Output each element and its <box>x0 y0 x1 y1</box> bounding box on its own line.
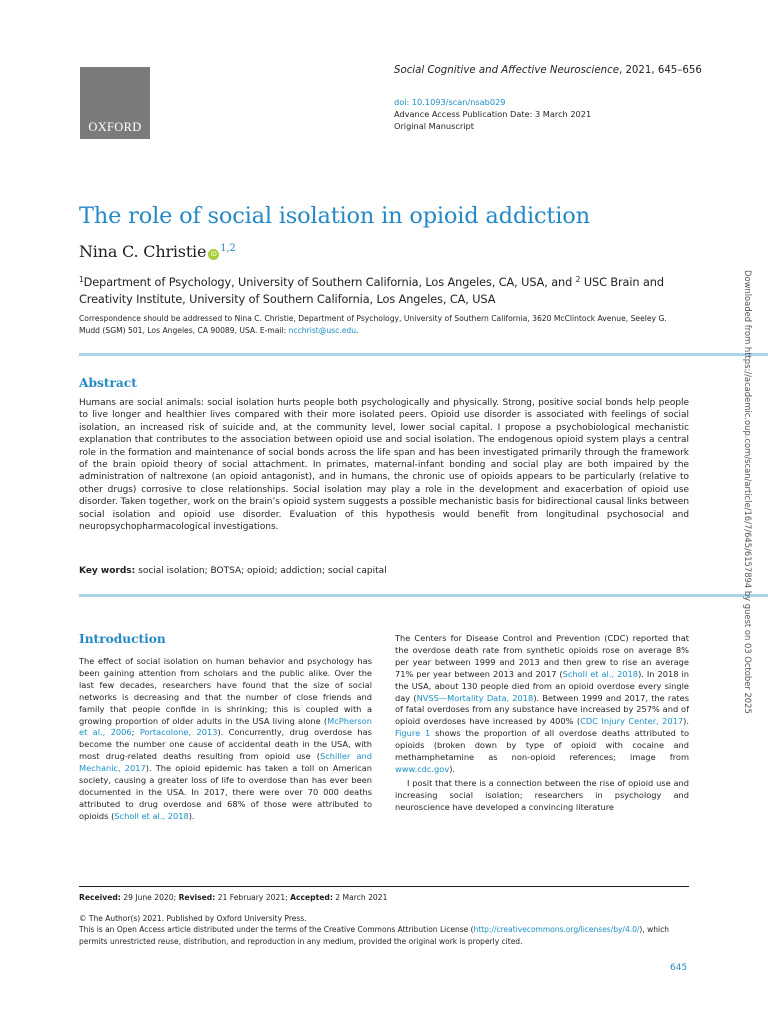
license-block <box>79 913 699 947</box>
affil-mark-2: 2 <box>575 275 581 284</box>
text-run: shows the proportion of all overdose deaths attributed to opioids (broken down by type of opioid with cocaine and methamphetamine as non-opioid references; image from <box>395 728 690 763</box>
text-run: ). In 2018 in the USA, about 130 people died from an opioid overdose every single day ( <box>395 668 689 703</box>
text-run: ), which permits unrestricted reuse, distribution, and reproduction in any medium, provided the original work is properly cited. <box>79 925 669 946</box>
citation-link[interactable]: NVSS—Mortality Data, 2018 <box>416 692 534 703</box>
doi-link[interactable]: doi: 10.1093/scan/nsab029 <box>394 97 506 107</box>
correspondence <box>79 313 689 337</box>
accepted-label: Accepted: <box>290 893 333 902</box>
text-run: ). <box>188 810 195 821</box>
revised-label: Revised: <box>178 893 216 902</box>
journal-year-pages: , 2021, 645–656 <box>618 65 702 76</box>
correspondence-text: Correspondence should be addressed to Nina C. Christie, Department of Psychology, University of Southern California, 3620 McClintock Avenue, Seeley G. Mudd (SGM) 501, Los Angeles, CA 90089, USA. E-mail: <box>79 314 667 336</box>
abstract-heading: Abstract <box>79 376 137 390</box>
author-line <box>79 242 236 261</box>
citation-link[interactable]: Portacolone, 2013 <box>139 727 218 738</box>
text-run: ). <box>449 763 456 774</box>
affiliation-2: USC Brain and Creativity Institute, University of Southern California, Los Angeles, CA, USA <box>79 276 664 306</box>
introduction-heading: Introduction <box>79 632 166 646</box>
orcid-icon[interactable]: iD <box>208 249 219 260</box>
citation-link[interactable]: Scholl et al., 2018 <box>562 668 639 679</box>
text-run: ). <box>683 716 689 727</box>
text-run: ). The opioid epidemic has taken a toll on American society, causing a greater loss of life to overdose than has ever been documented in the USA. In 2017, there were over 70 000 deaths attributed to drug overdose and 68% of those were attributed to opioids ( <box>79 763 372 821</box>
keywords-label: Key words: <box>79 566 136 576</box>
figure-link[interactable]: Figure 1 <box>395 728 431 739</box>
oxford-logo <box>80 67 150 139</box>
download-note <box>742 270 754 770</box>
correspondence-end: . <box>356 326 359 336</box>
affil-mark-1: 1 <box>79 275 84 284</box>
license-text <box>79 924 699 947</box>
text-run: ). Concurrently, drug overdose has become the number one cause of accidental death in the USA, with most drug-related deaths resulting from opioid use ( <box>79 727 372 762</box>
keywords-list: social isolation; BOTSA; opioid; addiction; social capital <box>135 566 387 576</box>
footer-rule <box>79 886 689 887</box>
email-link[interactable]: ncchrist@usc.edu <box>288 326 357 336</box>
abstract-bottom-rule <box>79 594 768 597</box>
received-label: Received: <box>79 893 121 902</box>
page-number: 645 <box>670 963 688 973</box>
article-title: The role of social isolation in opioid addiction <box>79 203 590 229</box>
accepted-date: 2 March 2021 <box>332 893 388 902</box>
advance-access-date: Advance Access Publication Date: 3 March 2021 <box>394 109 592 120</box>
copyright-line: © The Author(s) 2021. Published by Oxford University Press. <box>79 914 307 923</box>
abstract-text: Humans are social animals: social isolation hurts people both psychologically and physically. Strong, positive social bonds help people to live longer and healthier lives compared with their more isolated peers. Opioid use disorder is associated with feelings of social isolation, an increased risk of suicide and, at the community level, lower social capital. I propose a psychobiological mechanistic explanation that contributes to the association between opioid use and social isolation. The endogenous opioid system plays a central role in the formation and maintenance of social bonds across the life span and has been investigated primarily through the framework of the brain opioid theory of social attachment. In primates, maternal-infant bonding and social play are both impaired by the administration of naltrexone (an opioid antagonist), and in humans, the chronic use of opioids appears to be particularly (relative to other drugs) corrosive to close relationships. Social isolation may play a role in the development and exacerbation of opioid use disorder. Taken together, work on the brain’s opioid system suggests a possible mechanistic basis for bidirectional causal links between social isolation and opioid use disorder. Evaluation of this hypothesis would benefit from longitudinal psychosocial and neuropsychopharmacological investigations. <box>79 398 689 533</box>
revised-date: 21 February 2021; <box>215 893 291 902</box>
journal-name: Social Cognitive and Affective Neuroscience <box>394 65 619 76</box>
article-dates <box>79 893 387 902</box>
text-run: The Centers for Disease Control and Prevention (CDC) reported that the overdose death rate from synthetic opioids rose on average 8% per year between 1999 and 2013 and then grew to rise an average 71% per year between 2013 and 2017 ( <box>395 633 689 679</box>
article-meta <box>394 96 591 133</box>
citation-link[interactable]: Scholl et al., 2018 <box>114 810 189 821</box>
download-note-text: Downloaded from https://academic.oup.com/scan/article/16/7/645/6157894 by guest on 03 October 2025 <box>743 270 753 714</box>
body-column-right <box>395 633 689 814</box>
logo-text: OXFORD <box>88 120 142 134</box>
manuscript-type: Original Manuscript <box>394 121 474 132</box>
text-run: ; <box>131 727 140 738</box>
journal-citation <box>394 65 702 76</box>
license-url-link[interactable]: http://creativecommons.org/licenses/by/4.0/ <box>473 925 640 935</box>
intro-paragraph-2 <box>395 633 689 776</box>
citation-link[interactable]: McPherson et al., 2006 <box>79 715 372 738</box>
text-run: This is an Open Access article distributed under the terms of the Creative Commons Attribution License ( <box>79 925 474 935</box>
keywords <box>79 566 387 576</box>
author-name: Nina C. Christie <box>79 242 207 261</box>
intro-paragraph-1 <box>79 656 372 823</box>
intro-paragraph-3: I posit that there is a connection between the rise of opioid use and increasing social isolation; researchers in psychology and neuroscience have developed a convincing literature <box>395 777 689 812</box>
author-affil-marks: 1,2 <box>220 243 236 254</box>
abstract-top-rule <box>79 353 768 356</box>
text-run: The effect of social isolation on human behavior and psychology has been gaining attention from scholars and the public alike. Over the last few decades, researchers have found that the size of social networks is decreasing and that the number of close friends and family that people confide in is shrinking; this is coupled with a growing proportion of older adults in the USA living alone ( <box>79 656 372 726</box>
affiliations <box>79 271 689 308</box>
citation-link[interactable]: CDC Injury Center, 2017 <box>580 716 684 727</box>
web-link[interactable]: www.cdc.gov <box>395 763 450 774</box>
text-run: ). Between 1999 and 2017, the rates of fatal overdoses from any substance have increased by 257% and of opioid overdoses have increased by 400% ( <box>395 692 689 727</box>
affiliation-1: Department of Psychology, University of Southern California, Los Angeles, CA, USA, and <box>83 276 576 289</box>
body-column-left <box>79 656 372 823</box>
citation-link[interactable]: Schiller and Mechanic, 2017 <box>79 751 372 774</box>
received-date: 29 June 2020; <box>120 893 179 902</box>
